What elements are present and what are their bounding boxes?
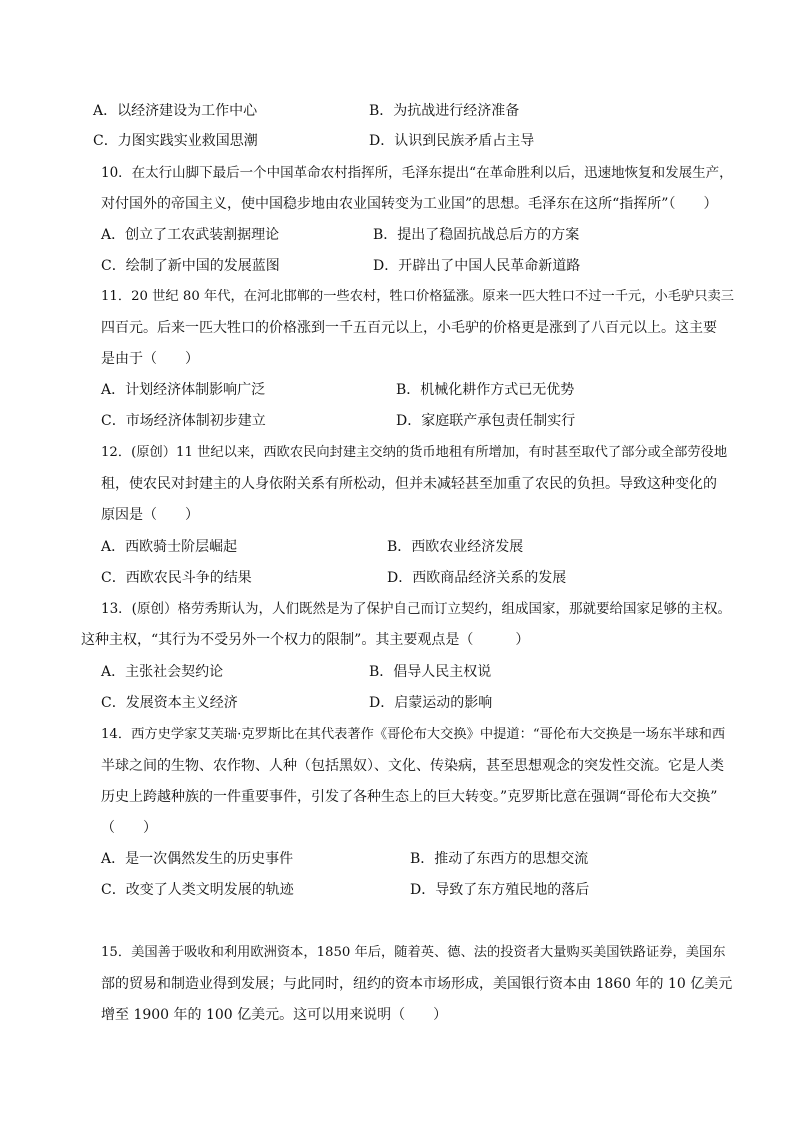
q11-stem-line-2: 四百元。后来一匹大牲口的价格涨到一千五百元以上，小毛驴的价格更是涨到了八百元以上。这主要 <box>101 320 717 336</box>
q14-stem-line-3: 历史上跨越种族的一件重要事件，引发了各种生态上的巨大转变。”克罗斯比意在强调“哥伦布大交换” <box>101 789 718 805</box>
q12-option-b: B．西欧农业经济发展 <box>387 539 524 555</box>
q10-option-c: C．绘制了新中国的发展蓝图 <box>101 258 280 274</box>
q11-option-a: A．计划经济体制影响广泛 <box>101 382 266 398</box>
q14-stem-line-2: 半球之间的生物、农作物、人种（包括黑奴）、文化、传染病，甚至思想观念的突发性交流。它是人类 <box>101 758 724 774</box>
q11-stem-line-3: 是由于（ ） <box>101 351 199 367</box>
q14-option-b: B．推动了东西方的思想交流 <box>410 851 589 867</box>
q13-stem-line-1: 13．(原创）格劳秀斯认为，人们既然是为了保护自己而订立契约，组成国家，那就要给国家足够的主权。 <box>101 601 731 617</box>
q12-option-c: C．西欧农民斗争的结果 <box>101 570 252 586</box>
q10-stem-line-1: 10．在太行山脚下最后一个中国革命农村指挥所，毛泽东提出“在革命胜利以后，迅速地恢复和发展生产， <box>101 165 733 181</box>
q10-option-b: B．提出了稳固抗战总后方的方案 <box>373 227 580 243</box>
q15-stem-line-1: 15．美国善于吸收和利用欧洲资本，1850 年后，随着英、德、法的投资者大量购买美国铁路证券，美国东 <box>101 945 726 960</box>
q14-stem-line-1: 14．西方史学家艾芙瑞·克罗斯比在其代表著作《哥伦布大交换》中提道：“哥伦布大交换是一场东半球和西 <box>101 727 726 742</box>
q9-option-c: C．力图实践实业救国思潮 <box>93 133 258 149</box>
q12-stem-line-3: 原因是（ ） <box>101 507 199 523</box>
q13-option-b: B．倡导人民主权说 <box>369 664 492 680</box>
q12-option-d: D．西欧商品经济关系的发展 <box>387 570 567 586</box>
q12-option-a: A．西欧骑士阶层崛起 <box>101 539 238 555</box>
q9-option-a: A．以经济建设为工作中心 <box>93 103 258 119</box>
q10-option-d: D．开辟出了中国人民革命新道路 <box>373 258 581 274</box>
q9-option-b: B．为抗战进行经济准备 <box>369 103 520 119</box>
q11-option-d: D．家庭联产承包责任制实行 <box>396 413 576 429</box>
q9-option-d: D．认识到民族矛盾占主导 <box>369 133 535 149</box>
q14-stem-line-4: （ ） <box>101 820 157 836</box>
q12-stem-line-2: 租，使农民对封建主的人身依附关系有所松动，但并未减轻甚至加重了农民的负担。导致这种变化的 <box>101 476 717 492</box>
q10-stem-line-2: 对付国外的帝国主义，使中国稳步地由农业国转变为工业国”的思想。毛泽东在这所“指挥所”（ ） <box>101 196 718 212</box>
q15-stem-line-2: 部的贸易和制造业得到发展；与此同时，纽约的资本市场形成，美国银行资本由 1860 年的 10 亿美元 <box>101 976 733 992</box>
q11-stem-line-1: 11．20 世纪 80 年代，在河北邯郸的一些农村，牲口价格猛涨。原来一匹大牲口不过一千元，小毛驴只卖三 <box>101 289 734 304</box>
q14-option-c: C．改变了人类文明发展的轨迹 <box>101 882 294 898</box>
q15-stem-line-3: 增至 1900 年的 100 亿美元。这可以用来说明（ ） <box>101 1007 448 1023</box>
q14-option-a: A．是一次偶然发生的历史事件 <box>101 851 294 867</box>
q11-option-b: B．机械化耕作方式已无优势 <box>396 382 575 398</box>
q13-option-c: C．发展资本主义经济 <box>101 695 238 711</box>
q13-option-d: D．启蒙运动的影响 <box>369 695 493 711</box>
q13-stem-line-2: 这种主权，“其行为不受另外一个权力的限制”。其主要观点是（ ） <box>81 632 530 648</box>
q12-stem-line-1: 12．(原创）11 世纪以来，西欧农民向封建主交纳的货币地租有所增加，有时甚至取代了部分或全部劳役地 <box>101 445 728 460</box>
q11-option-c: C．市场经济体制初步建立 <box>101 413 266 429</box>
q14-option-d: D．导致了东方殖民地的落后 <box>410 882 590 898</box>
q13-option-a: A．主张社会契约论 <box>101 664 224 680</box>
q10-option-a: A．创立了工农武装割据理论 <box>101 227 280 243</box>
